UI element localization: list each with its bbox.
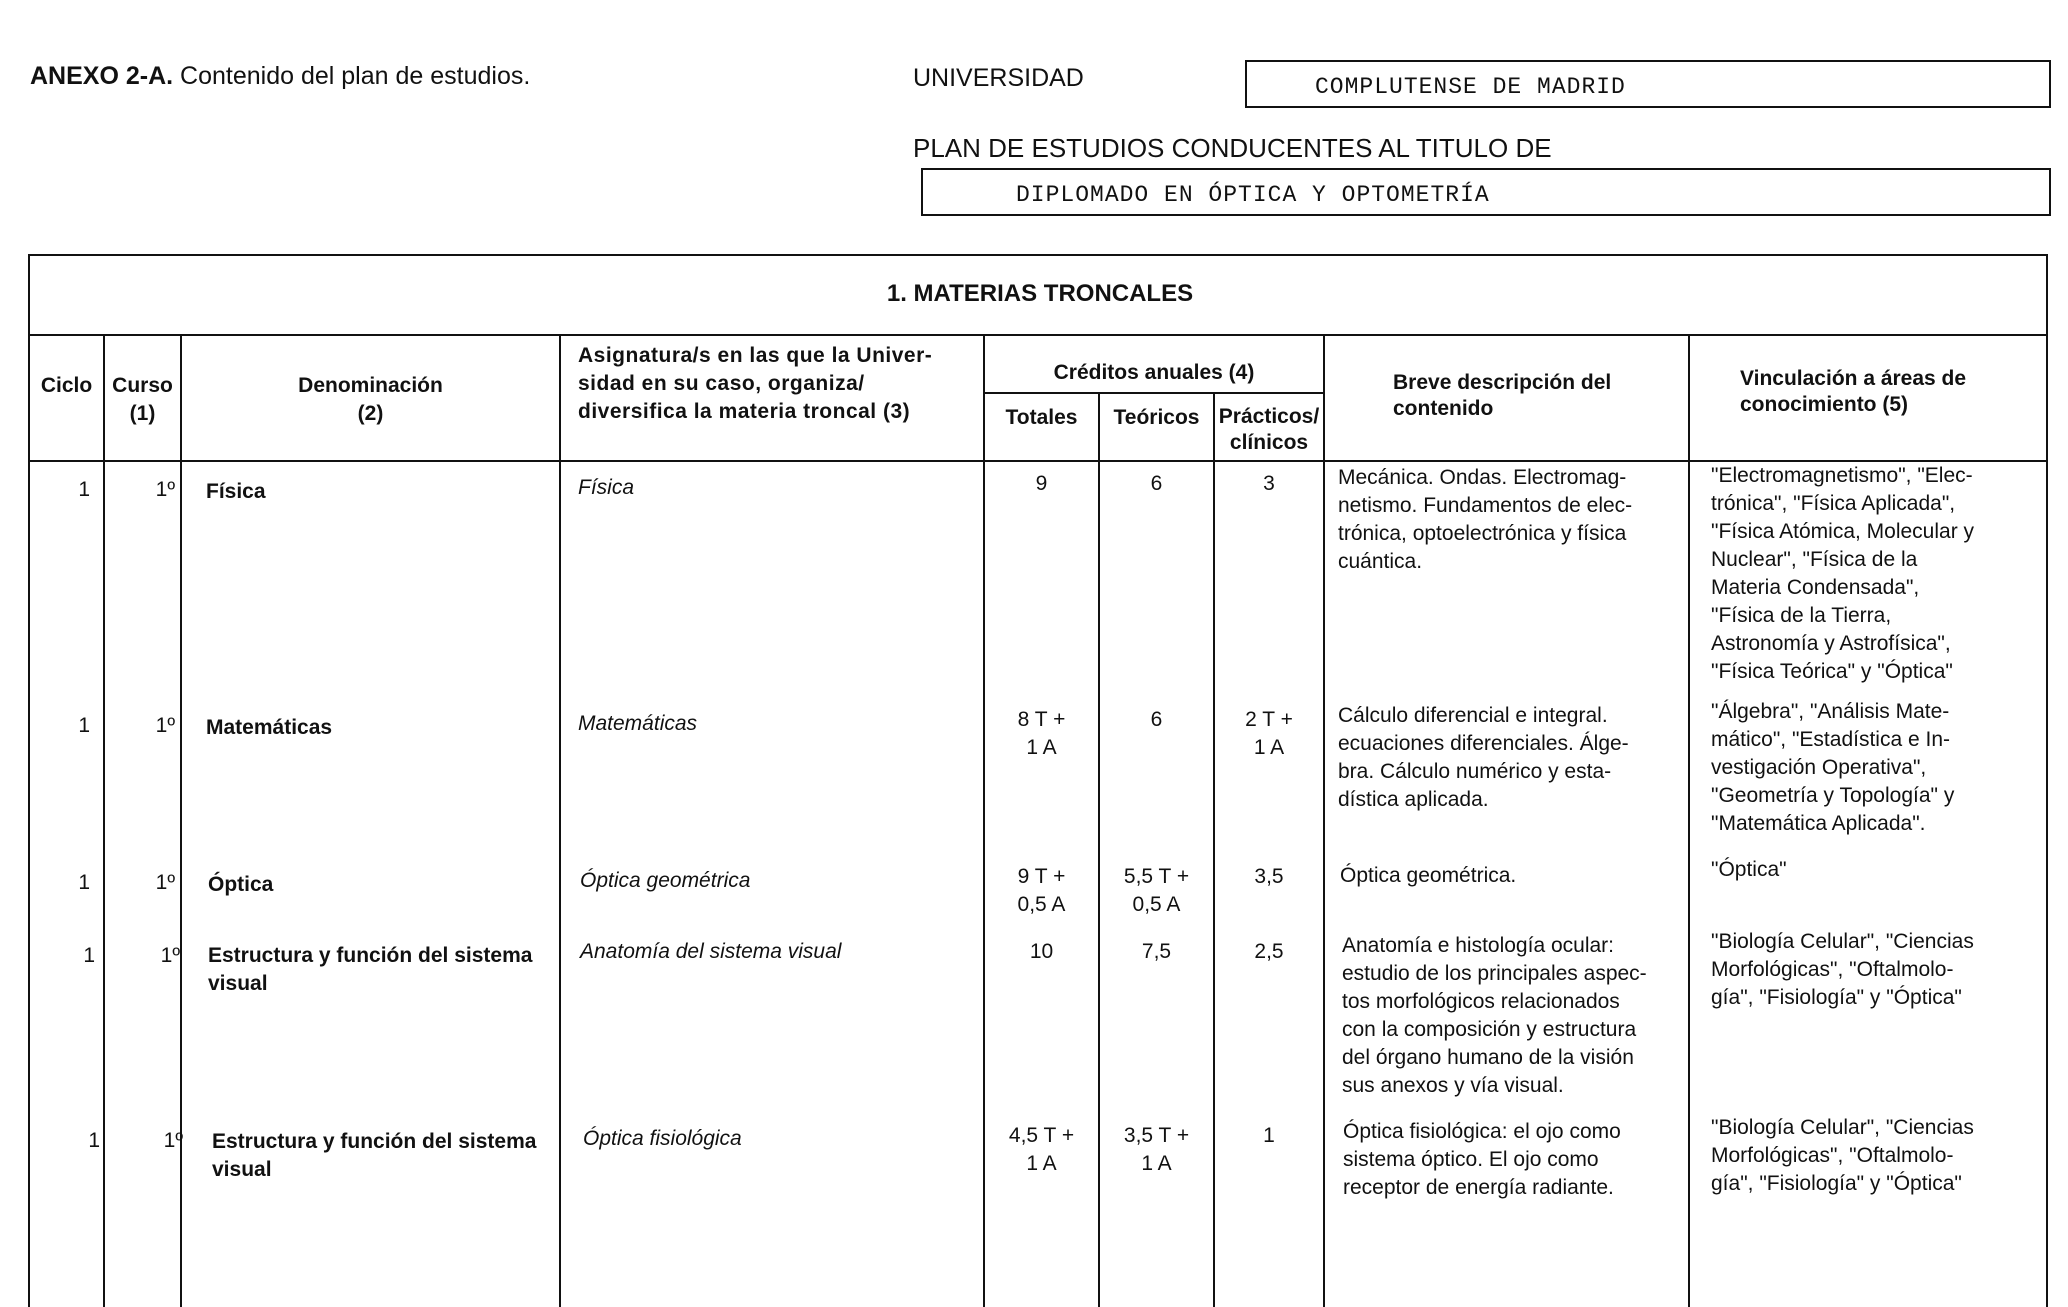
row-practicos: 2 T + 1 A: [1245, 708, 1293, 759]
row-ciclo: 1: [83, 944, 95, 967]
row-curso: 1º: [155, 714, 175, 737]
header-ciclo: Ciclo: [40, 374, 93, 397]
col-divider-practicos: [1323, 334, 1325, 1307]
row-totales: 8 T + 1 A: [1017, 708, 1066, 759]
row-ciclo: 1: [78, 478, 90, 501]
row-curso: 1º: [155, 871, 175, 894]
row-denominacion: Estructura y función del sistema visual: [208, 944, 533, 995]
header-curso: Curso (1): [112, 374, 173, 425]
row-teoricos: 3,5 T + 1 A: [1123, 1124, 1190, 1175]
row-ciclo: 1: [78, 714, 90, 737]
row-curso: 1º: [163, 1129, 183, 1152]
row-descripcion: Anatomía e histología ocular: estudio de los principales aspec- tos morfológicos relacionados con la composición y estructura del órgano humano de la visión sus anexos y vía visual.: [1342, 934, 1647, 1097]
section-title: 1. MATERIAS TRONCALES: [886, 280, 1194, 307]
row-teoricos: 6: [1150, 472, 1163, 495]
row-asignatura: Matemáticas: [578, 712, 698, 735]
header-practicos: Prácticos/ clínicos: [1218, 405, 1320, 454]
row-descripcion: Óptica fisiológica: el ojo como sistema óptico. El ojo como receptor de energía radiante.: [1343, 1120, 1621, 1199]
plan-label: PLAN DE ESTUDIOS CONDUCENTES AL TITULO DE: [913, 133, 1552, 163]
row-totales: 9 T + 0,5 A: [1017, 865, 1066, 916]
row-vinculacion: "Álgebra", "Análisis Mate- mático", "Estadística e In- vestigación Operativa", "Geometría y Topología" y "Matemática Aplicada".: [1711, 700, 1955, 835]
row-denominacion: Estructura y función del sistema visual: [212, 1130, 537, 1181]
row-teoricos: 7,5: [1141, 940, 1172, 963]
row-ciclo: 1: [88, 1129, 100, 1152]
section-title-divider: [30, 334, 2048, 336]
row-teoricos: 5,5 T + 0,5 A: [1123, 865, 1190, 916]
row-totales: 9: [1035, 472, 1048, 495]
row-vinculacion: "Óptica": [1711, 858, 1787, 881]
row-descripcion: Cálculo diferencial e integral. ecuaciones diferenciales. Álge- bra. Cálculo numérico y esta- dística aplicada.: [1338, 704, 1629, 811]
header-totales: Totales: [1005, 406, 1078, 429]
row-practicos: 3,5: [1254, 865, 1284, 888]
degree-title-box: [921, 168, 2051, 216]
row-curso: 1º: [160, 944, 180, 967]
col-divider-teoricos: [1213, 392, 1215, 1307]
annex-text: Contenido del plan de estudios.: [173, 62, 531, 90]
col-divider-curso: [180, 334, 182, 1307]
row-descripcion: Mecánica. Ondas. Electromag- netismo. Fundamentos de elec- trónica, optoelectrónica y física cuántica.: [1338, 466, 1633, 573]
credits-subheader-divider: [985, 392, 1325, 394]
university-box: [1245, 60, 2051, 108]
row-ciclo: 1: [78, 871, 90, 894]
row-descripcion: Óptica geométrica.: [1340, 864, 1517, 887]
header-teoricos: Teóricos: [1113, 406, 1200, 429]
row-practicos: 3: [1263, 472, 1275, 495]
row-vinculacion: "Electromagnetismo", "Elec- trónica", "Física Aplicada", "Física Atómica, Molecular y Nuclear", "Física de la Materia Condensada", "Física de la Tierra, Astronomía y Astrofísica", "Física Teórica" y "Óptica": [1711, 464, 1975, 683]
row-denominacion: Matemáticas: [206, 716, 333, 739]
header-vinculacion: Vinculación a áreas de conocimiento (5): [1740, 367, 1967, 416]
row-practicos: 2,5: [1254, 940, 1284, 963]
row-asignatura: Óptica geométrica: [580, 869, 751, 892]
row-asignatura: Óptica fisiológica: [583, 1127, 742, 1150]
row-totales: 10: [1029, 940, 1054, 963]
row-vinculacion: "Biología Celular", "Ciencias Morfológicas", "Oftalmolo- gía", "Fisiología" y "Óptica": [1711, 1116, 1974, 1195]
row-practicos: 1: [1263, 1124, 1275, 1147]
row-denominacion: Física: [206, 480, 266, 503]
row-denominacion: Óptica: [208, 873, 274, 896]
header-creditos: Créditos anuales (4): [1053, 361, 1255, 384]
annex-heading: [30, 62, 530, 91]
university-label: UNIVERSIDAD: [913, 64, 1084, 92]
subjects-table: [28, 254, 2048, 1307]
header-asignaturas: Asignatura/s en las que la Univer- sidad en su caso, organiza/ diversifica la materia troncal (3): [578, 344, 933, 423]
annex-prefix: ANEXO 2-A.: [30, 62, 174, 90]
row-vinculacion: "Biología Celular", "Ciencias Morfológicas", "Oftalmolo- gía", "Fisiología" y "Óptica": [1711, 930, 1974, 1009]
row-curso: 1º: [155, 478, 175, 501]
row-totales: 4,5 T + 1 A: [1008, 1124, 1075, 1175]
row-asignatura: Anatomía del sistema visual: [580, 940, 842, 963]
university-name: COMPLUTENSE DE MADRID: [1315, 74, 1626, 100]
header-denominacion: Denominación (2): [298, 374, 443, 425]
header-descripcion: Breve descripción del contenido: [1393, 371, 1612, 420]
row-teoricos: 6: [1150, 708, 1163, 731]
degree-title: DIPLOMADO EN ÓPTICA Y OPTOMETRÍA: [1016, 182, 1490, 208]
row-asignatura: Física: [578, 476, 635, 499]
